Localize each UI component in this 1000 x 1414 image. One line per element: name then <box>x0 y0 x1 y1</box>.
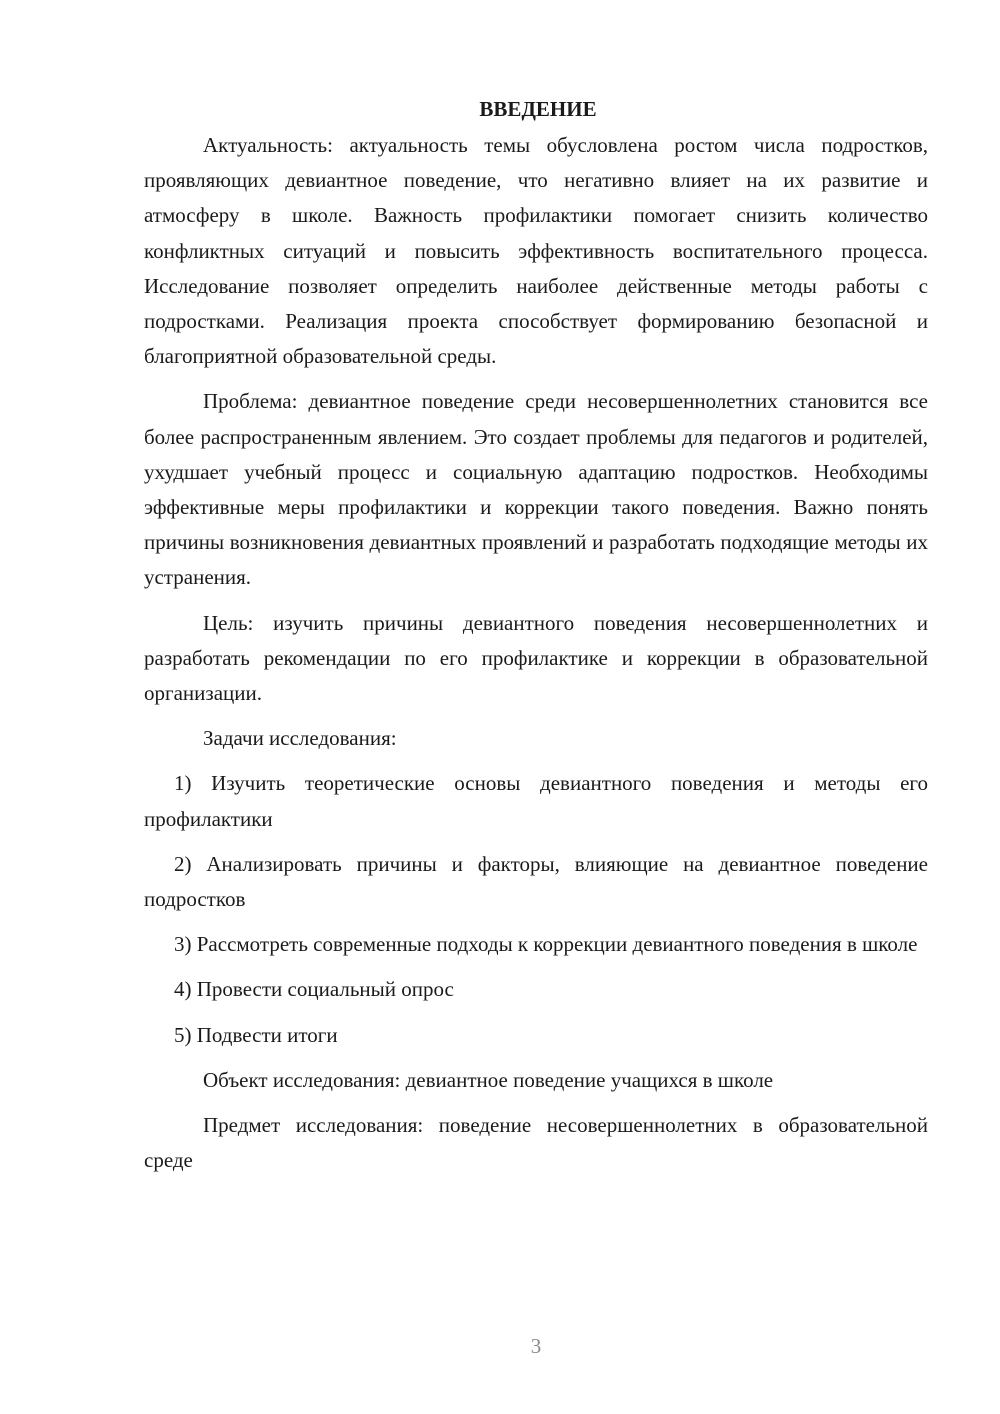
task-item: 5) Подвести итоги <box>174 1022 338 1047</box>
task-item: 3) Рассмотреть современные подходы к коррекции девиантного поведения в школе <box>174 932 918 957</box>
paragraph-problem: Проблема: девиантное поведение среди несовершеннолетних становится все более распространенным явлением. Это создает проблемы для педагогов и родителей, ухудшает учебный процесс и социальную адаптацию подростков. Необходимы эффективные меры профилактики и коррекции такого поведения. Важно понять причины возникновения девиантных проявлений и разработать подходящие методы их устранения. <box>144 389 928 590</box>
task-item: 1) Изучить теоретические основы девиантного поведения и методы его профилактики <box>144 771 928 831</box>
paragraph-relevance: Актуальность: актуальность темы обусловлена ростом числа подростков, проявляющих девиантное поведение, что негативно влияет на их развитие и атмосферу в школе. Важность профилактики помогает снизить количество конфликтных ситуаций и повысить эффективность воспитательного процесса. Исследование позволяет определить наиболее действенные методы работы с подростками. Реализация проекта способствует формированию безопасной и благоприятной образовательной среды. <box>144 133 928 369</box>
task-item: 2) Анализировать причины и факторы, влияющие на девиантное поведение подростков <box>144 851 928 912</box>
tasks-heading: Задачи исследования: <box>203 726 397 751</box>
page-content <box>144 92 928 1188</box>
paragraph-object: Объект исследования: девиантное поведение учащихся в школе <box>203 1067 774 1092</box>
page-title: ВВЕДЕНИЕ <box>479 97 597 121</box>
task-item: 4) Провести социальный опрос <box>174 977 454 1002</box>
page-number: 3 <box>530 1334 542 1358</box>
paragraph-goal: Цель: изучить причины девиантного поведения несовершеннолетних и разработать рекомендации по его профилактике и коррекции в образовательной организации. <box>144 610 928 706</box>
paragraph-subject: Предмет исследования: поведение несовершеннолетних в образовательной среде <box>144 1113 928 1173</box>
